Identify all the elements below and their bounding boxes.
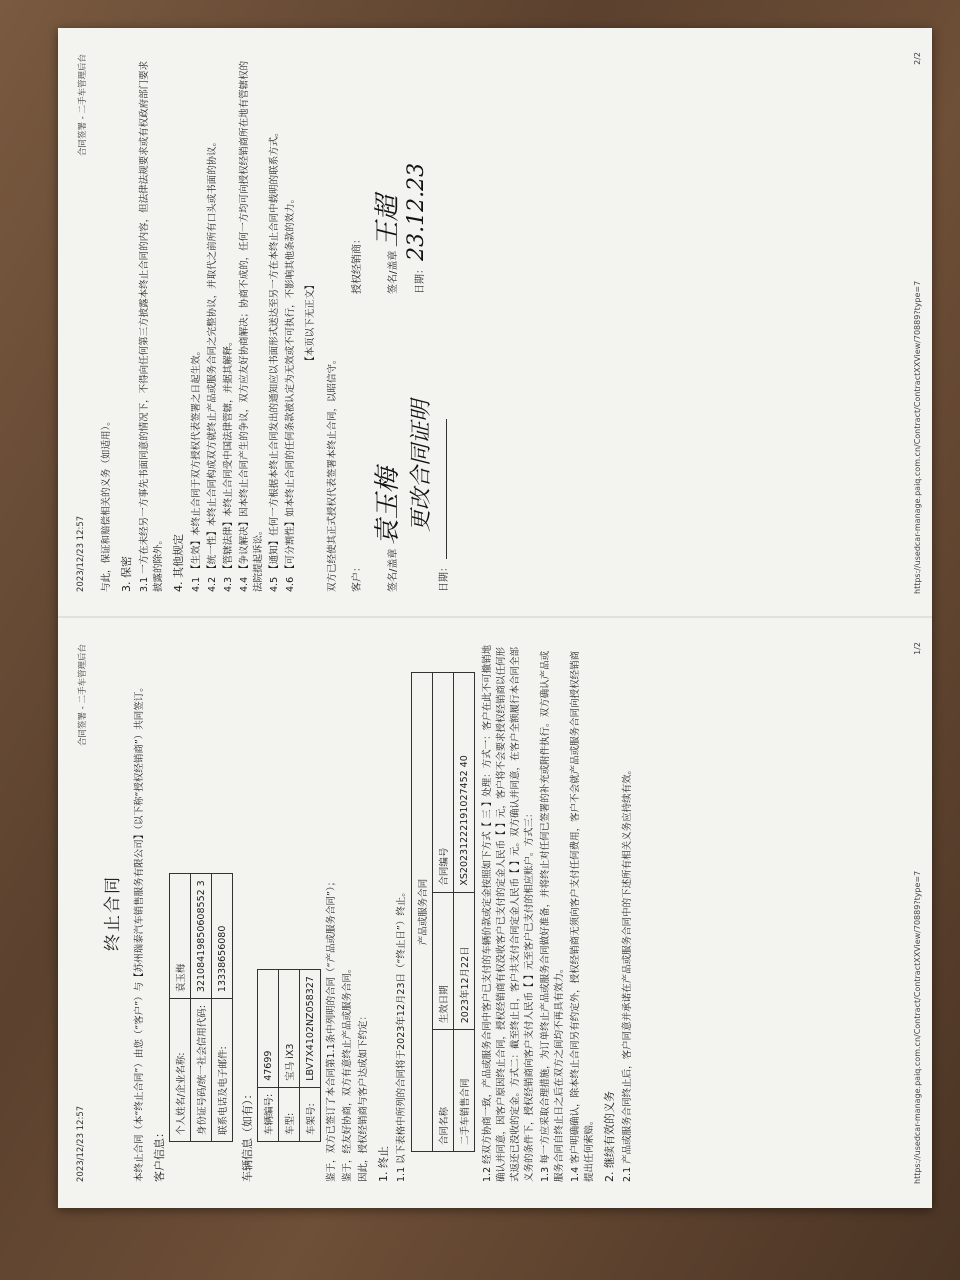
table-cell: 32108419850608552 3 xyxy=(191,874,212,999)
signing-statement: 双方已经使其正式授权代表签署本终止合同，以昭信守。 xyxy=(327,354,338,592)
dealer-handwritten-date: 23.12.23 xyxy=(404,162,429,261)
clause-1-3: 1.3 每一方应采取合理措施，为订单终止产品或服务合同做好准备，并将终止对任何已签署的补充或附件执行。双方确认产品或服务合同自终止日之后在双方之间均不再具有效力。 xyxy=(540,650,565,1182)
dealer-label: 授权经销商： xyxy=(352,234,363,294)
table-cell: 个人姓名/企业名称: xyxy=(170,999,191,1142)
table-cell: 2023年12月22日 xyxy=(454,892,475,1030)
header-date: 2023/12/23 12:57 xyxy=(76,515,86,592)
customer-signature-block xyxy=(348,352,450,592)
intro-paragraph: 本终止合同（本“终止合同”）由您（“客户”）与【苏州瑞泰汽车销售服务有限公司】（以下称“授权经销商”）共同签订。 xyxy=(134,682,145,1182)
table-cell: 车架号: xyxy=(300,1087,321,1141)
recital-2: 鉴于，经友好协商，双方有意终止产品或服务合同。 xyxy=(342,963,353,1182)
section-2-heading: 2. 继续有效的义务 xyxy=(603,1091,616,1182)
clause-4-4: 4.4 【争议解决】因本终止合同产生的争议，双方应友好协商解决；协商不成的，任何一方均可向授权经销商所在地有管辖权的法院提起诉讼。 xyxy=(239,60,264,592)
clause-1-1: 1.1 以下表格中所列的合同将于2023年12月23日（“终止日”）终止。 xyxy=(396,887,407,1182)
page-2-footer xyxy=(913,52,922,594)
footer-url: https://usedcar-manage.paiq.com.cn/Contract/ContractXXView/70889?type=7 xyxy=(913,280,922,594)
continued-line: 与此，保证和赔偿相关的义务（如适用）。 xyxy=(101,416,112,592)
section-4-heading: 4. 其他规定 xyxy=(172,534,185,592)
table-cell: 身份证号码/统一社会信用代码: xyxy=(191,999,212,1142)
table-cell: 联系电话及电子邮件: xyxy=(212,999,233,1142)
footer-page-number: 1/2 xyxy=(913,642,922,655)
blank-below-note: 【本页以下无正文】 xyxy=(305,280,316,366)
table-header: 合同编号 xyxy=(433,673,454,893)
footer-page-number: 2/2 xyxy=(913,52,922,65)
dealer-signature-block xyxy=(348,54,450,294)
contract-table-caption: 产品或服务合同 xyxy=(412,673,433,1152)
dealer-handwritten-signature: 王超 xyxy=(373,195,403,248)
clause-4-2: 4.2 【统一性】本终止合同构成双方就终止产品或服务合同之完整协议，并取代之前所有口头或书面的协议。 xyxy=(207,136,218,592)
page-2-region xyxy=(58,28,932,618)
table-cell: LBV7X4102NZ058327 xyxy=(300,970,321,1088)
table-cell: 车型: xyxy=(279,1087,300,1141)
customer-info-label: 客户信息： xyxy=(153,1127,166,1182)
page-fold-divider xyxy=(58,616,932,618)
table-header: 生效日期 xyxy=(433,892,454,1030)
vehicle-info-table xyxy=(257,969,321,1142)
customer-date-line xyxy=(446,419,447,559)
clause-4-1: 4.1 【生效】本终止合同于双方授权代表签署之日起生效。 xyxy=(191,345,202,592)
table-cell: XS20231222191027452 40 xyxy=(454,673,475,893)
signature-blocks xyxy=(348,54,450,592)
customer-handwritten-signature: 袁玉梅 xyxy=(373,467,403,546)
clause-3-1: 3.1 一方在未经另一方事先书面同意的情况下，不得向任何第三方披露本终止合同的内容，但法律法规要求或有权政府部门要求披露的除外。 xyxy=(139,60,164,592)
header-app-title: 合同签署 - 二手车管理后台 xyxy=(78,644,88,746)
footer-url: https://usedcar-manage.paiq.com.cn/Contract/ContractXXView/70889?type=7 xyxy=(913,870,922,1184)
table-header: 合同名称 xyxy=(433,1030,454,1152)
dealer-sign-label: 签名/盖章 xyxy=(388,250,399,294)
section-3-heading: 3. 保密 xyxy=(120,556,133,592)
table-cell: 袁玉梅 xyxy=(170,874,191,999)
customer-handwritten-note: 更改合同证明 xyxy=(409,399,434,532)
page-1-region xyxy=(58,618,932,1208)
table-cell: 宝马 iX3 xyxy=(279,970,300,1088)
page-1-footer xyxy=(913,642,922,1184)
recital-3: 因此，授权经销商与客户达成如下约定： xyxy=(358,1010,369,1182)
dealer-date-label: 日期： xyxy=(415,264,426,294)
clause-4-5: 4.5 【通知】任何一方根据本终止合同发出的通知应以书面形式送达至另一方在本终止合同中载明的联系方式。 xyxy=(269,127,280,592)
contract-table xyxy=(411,672,475,1152)
clause-1-4: 1.4 客户明确确认，除本终止合同另有约定外，授权经销商无须向客户支付任何费用，客户不会就产品或服务合同向授权经销商提出任何索赔。 xyxy=(570,650,595,1182)
table-cell: 车辆编号: xyxy=(258,1087,279,1141)
vehicle-info-label: 车辆信息（如有）： xyxy=(241,1088,254,1182)
table-cell: 二手车销售合同 xyxy=(454,1030,475,1152)
customer-sign-label: 签名/盖章 xyxy=(388,548,399,592)
clause-1-2: 1.2 经双方协商一致，产品或服务合同中客户已支付的车辆价款或定金按照如下方式【 三 】处理：方式一：客户在此不可撤销地确认并同意，因客户原因终止合同，授权经销商有权没收客户已支付的定金人民币【 】元，客户将不会要求授权经销商以任何形式返还已没收的定金。方式二：截至终止日，客户共支付合同定金人民币【 】元。双方确认并同意，在客户全额履行本合同全部义务的条件下，授权经销商向客户支付人民币【 】元至客户已支付的相应账户。方式三： xyxy=(482,644,535,1182)
recital-1: 鉴于，双方已签订了本合同第1.1条中列明的合同（“产品或服务合同”）； xyxy=(326,876,337,1182)
table-cell: 13338656080 xyxy=(212,874,233,999)
clause-2-1: 2.1 产品或服务合同终止后，客户同意并承诺在产品或服务合同中的下述所有相关义务应持续有效。 xyxy=(622,764,633,1182)
table-cell: 47699 xyxy=(258,970,279,1088)
customer-label: 客户： xyxy=(352,562,363,592)
customer-date-label: 日期： xyxy=(439,562,450,592)
header-date: 2023/12/23 12:57 xyxy=(76,1105,86,1182)
clause-4-3: 4.3 【管辖法律】本终止合同受中国法律管辖，并据其解释。 xyxy=(223,336,234,592)
page-1-header xyxy=(76,644,88,1182)
clause-4-6: 4.6 【可分割性】如本终止合同的任何条款被认定为无效或不可执行，不影响其他条款的效力。 xyxy=(285,193,296,592)
contract-title: 终止合同 xyxy=(103,875,123,951)
section-1-heading: 1. 终止 xyxy=(377,1146,390,1182)
printed-contract-sheet xyxy=(58,28,932,1208)
page-2-header xyxy=(76,54,88,592)
header-app-title: 合同签署 - 二手车管理后台 xyxy=(78,54,88,156)
customer-info-table xyxy=(169,873,233,1142)
